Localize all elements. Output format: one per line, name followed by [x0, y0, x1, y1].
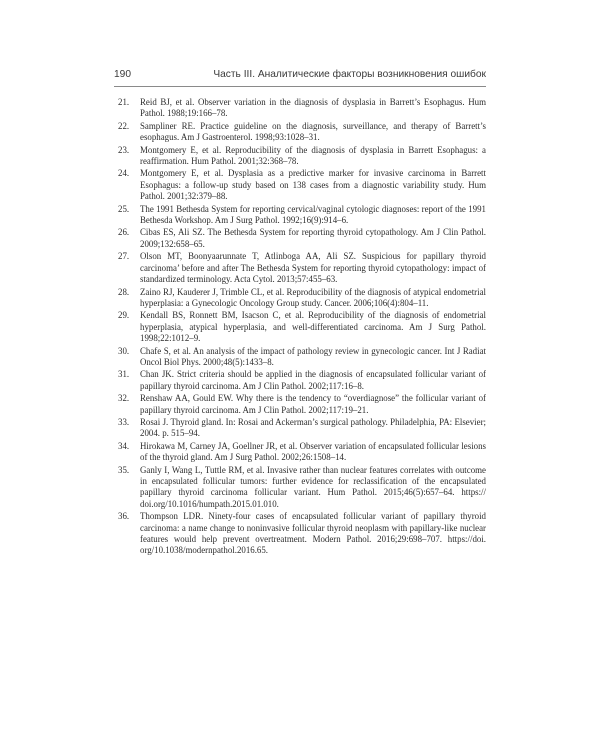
reference-list: [114, 97, 486, 558]
reference-text: Kendall BS, Ronnett BM, Isacson C, et al. Reproducibility of the diagnosis of endometrial hyperplasia, atypical hyperplasia, and well-differentiated carcinoma. Am J Surg Pathol. 1998;22:1012–9.: [140, 310, 486, 344]
reference-text: Renshaw AA, Gould EW. Why there is the tendency to “overdiagnose” the follicular variant of papillary thyroid carcinoma. Am J Clin Pathol. 2002;117:19–21.: [140, 393, 486, 415]
reference-text: Montgomery E, et al. Reproducibility of the diagnosis of dysplasia in Barrett Esophagus: a reaffirmation. Hum Pathol. 2001;32:368–78.: [140, 144, 486, 167]
reference-text: Zaino RJ, Kauderer J, Trimble CL, et al. Reproducibility of the diagnosis of atypical endometrial hyperplasia: a Gynecologic Oncology Group study. Cancer. 2006;106(4):804–11.: [140, 286, 486, 308]
reference-item: [114, 287, 486, 310]
reference-item: [114, 346, 486, 369]
reference-number: 26.: [118, 227, 130, 238]
reference-item: [114, 393, 486, 416]
reference-text: Sampliner RE. Practice guideline on the diagnosis, surveillance, and therapy of Barrett’s esophagus. Am J Gastroenterol. 1998;93:1028–31.: [140, 120, 486, 143]
reference-item: [114, 251, 486, 285]
running-title: Часть III. Аналитические факторы возникновения ошибок: [213, 69, 486, 80]
reference-number: 35.: [118, 464, 130, 475]
reference-number: 25.: [118, 203, 130, 214]
reference-item: [114, 441, 486, 464]
reference-item: [114, 97, 486, 120]
page-header: [114, 69, 486, 85]
reference-item: [114, 204, 486, 227]
reference-number: 23.: [118, 144, 130, 155]
reference-text: Chafe S, et al. An analysis of the impact of pathology review in gynecologic cancer. Int J Radiat Oncol Biol Phys. 2000;48(5):1433–8.: [140, 345, 486, 367]
reference-text: Montgomery E, et al. Dysplasia as a predictive marker for invasive carcinoma in Barrett Esophagus: a follow-up study based on 138 cases from a diagnostic variability study. Hum Pathol. 2001;32:379–88.: [140, 168, 486, 202]
reference-text: Thompson LDR. Ninety-four cases of encapsulated follicular variant of papillary thyroid carcinoma: a name change to noninvasive follicular thyroid neoplasm with papillary-like nuclear features would help prevent overtreatment. Modern Pathol. 2016;29:698–707. https://doi. org/10.1038/modernpathol.2016.65.: [140, 511, 486, 556]
reference-number: 29.: [118, 310, 130, 321]
reference-text: Chan JK. Strict criteria should be applied in the diagnosis of encapsulated follicular variant of papillary thyroid carcinoma. Am J Clin Pathol. 2002;117:16–8.: [140, 369, 486, 391]
reference-number: 28.: [118, 286, 130, 297]
reference-text: Cibas ES, Ali SZ. The Bethesda System for reporting thyroid cytopathology. Am J Clin Pathol. 2009;132:658–65.: [140, 227, 486, 249]
reference-number: 27.: [118, 251, 130, 262]
reference-item: [114, 168, 486, 202]
reference-item: [114, 369, 486, 392]
reference-text: The 1991 Bethesda System for reporting cervical/vaginal cytologic diagnoses: report of the 1991 Bethesda Workshop. Am J Surg Pathol. 1992;16(9):914–6.: [140, 203, 486, 226]
header-rule: [114, 86, 486, 87]
reference-item: [114, 310, 486, 344]
reference-item: [114, 121, 486, 144]
reference-item: [114, 465, 486, 511]
reference-number: 22.: [118, 120, 130, 131]
reference-item: [114, 227, 486, 250]
reference-text: Reid BJ, et al. Observer variation in the diagnosis of dysplasia in Barrett’s Esophagus. Hum Pathol. 1988;19:166–78.: [140, 97, 486, 119]
reference-text: Ganly I, Wang L, Tuttle RM, et al. Invasive rather than nuclear features correlates with outcome in encapsulated follicular tumors: further evidence for reclassification of the encapsulated papillary thyroid carcinoma follicular variant. Hum Pathol. 2015;46(5):657–64. https:// doi.org/10.1016/humpath.2015.01.010.: [140, 464, 486, 509]
reference-number: 30.: [118, 345, 130, 356]
reference-number: 33.: [118, 416, 130, 427]
reference-item: [114, 417, 486, 440]
reference-number: 24.: [118, 168, 130, 179]
reference-text: Rosai J. Thyroid gland. In: Rosai and Ackerman’s surgical pathology. Philadelphia, PA: Elsevier; 2004. p. 515–94.: [140, 416, 486, 439]
reference-number: 36.: [118, 511, 130, 522]
reference-number: 34.: [118, 440, 130, 451]
reference-number: 32.: [118, 393, 130, 404]
page-number: 190: [114, 69, 131, 80]
reference-item: [114, 511, 486, 557]
reference-item: [114, 145, 486, 168]
reference-text: Olson MT, Boonyaarunnate T, Atlinboga AA, Ali SZ. Suspicious for papillary thyroid carcinoma’ before and after The Bethesda System for reporting thyroid cytopathology: impact of standardized terminology. Acta Cytol. 2013;57:455–63.: [140, 251, 486, 285]
reference-number: 21.: [118, 97, 130, 107]
reference-number: 31.: [118, 369, 130, 380]
reference-text: Hirokawa M, Carney JA, Goellner JR, et al. Observer variation of encapsulated follicular lesions of the thyroid gland. Am J Surg Pathol. 2002;26:1508–14.: [140, 440, 486, 463]
